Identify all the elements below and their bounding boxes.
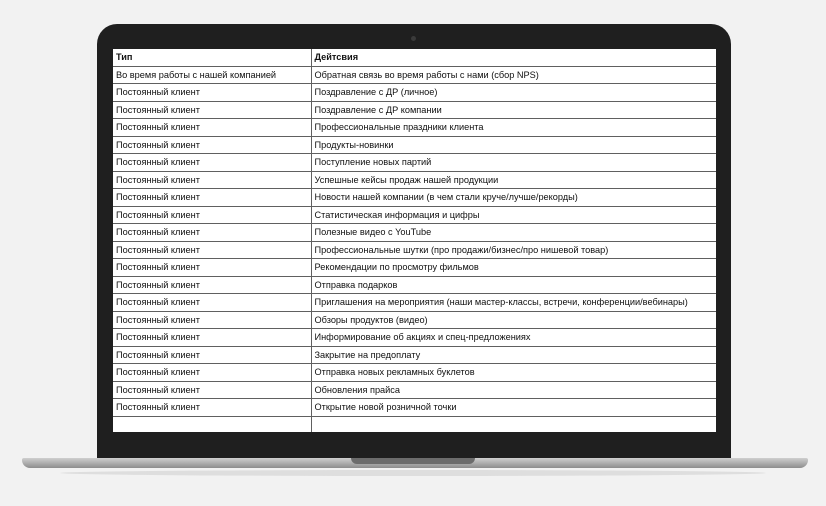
actions-table	[113, 49, 716, 432]
empty-cell[interactable]	[113, 416, 311, 432]
type-cell[interactable]: Постоянный клиент	[113, 84, 311, 102]
table-row	[113, 136, 716, 154]
type-cell[interactable]: Постоянный клиент	[113, 171, 311, 189]
type-cell[interactable]: Постоянный клиент	[113, 294, 311, 312]
action-cell[interactable]: Полезные видео с YouTube	[311, 224, 716, 242]
action-cell[interactable]: Статистическая информация и цифры	[311, 206, 716, 224]
header-type[interactable]: Тип	[113, 49, 311, 66]
type-cell[interactable]: Постоянный клиент	[113, 346, 311, 364]
type-cell[interactable]: Постоянный клиент	[113, 206, 311, 224]
type-cell[interactable]: Постоянный клиент	[113, 311, 311, 329]
table-row	[113, 241, 716, 259]
type-cell[interactable]: Постоянный клиент	[113, 381, 311, 399]
table-row	[113, 84, 716, 102]
table-row	[113, 206, 716, 224]
action-cell[interactable]: Профессиональные шутки (про продажи/бизнес/про нишевой товар)	[311, 241, 716, 259]
header-actions[interactable]: Дейтсвия	[311, 49, 716, 66]
empty-row	[113, 416, 716, 432]
table-row	[113, 189, 716, 207]
type-cell[interactable]: Постоянный клиент	[113, 119, 311, 137]
type-cell[interactable]: Постоянный клиент	[113, 329, 311, 347]
action-cell[interactable]: Обратная связь во время работы с нами (сбор NPS)	[311, 66, 716, 84]
action-cell[interactable]: Профессиональные праздники клиента	[311, 119, 716, 137]
table-row	[113, 294, 716, 312]
action-cell[interactable]: Успешные кейсы продаж нашей продукции	[311, 171, 716, 189]
action-cell[interactable]: Обзоры продуктов (видео)	[311, 311, 716, 329]
action-cell[interactable]: Обновления прайса	[311, 381, 716, 399]
table-row	[113, 101, 716, 119]
table-row	[113, 154, 716, 172]
type-cell[interactable]: Постоянный клиент	[113, 364, 311, 382]
action-cell[interactable]: Новости нашей компании (в чем стали круче/лучше/рекорды)	[311, 189, 716, 207]
table-row	[113, 276, 716, 294]
action-cell[interactable]: Поздравление с ДР (личное)	[311, 84, 716, 102]
table-row	[113, 224, 716, 242]
action-cell[interactable]: Информирование об акциях и спец-предложениях	[311, 329, 716, 347]
type-cell[interactable]: Постоянный клиент	[113, 259, 311, 277]
table-row	[113, 346, 716, 364]
type-cell[interactable]: Во время работы с нашей компанией	[113, 66, 311, 84]
header-row	[113, 49, 716, 66]
table-row	[113, 66, 716, 84]
table-row	[113, 381, 716, 399]
camera-icon	[411, 36, 416, 41]
action-cell[interactable]: Приглашения на мероприятия (наши мастер-классы, встречи, конференции/вебинары)	[311, 294, 716, 312]
action-cell[interactable]: Рекомендации по просмотру фильмов	[311, 259, 716, 277]
spreadsheet-screen	[113, 49, 716, 432]
type-cell[interactable]: Постоянный клиент	[113, 224, 311, 242]
type-cell[interactable]: Постоянный клиент	[113, 136, 311, 154]
table-row	[113, 399, 716, 417]
type-cell[interactable]: Постоянный клиент	[113, 399, 311, 417]
type-cell[interactable]: Постоянный клиент	[113, 276, 311, 294]
table-row	[113, 329, 716, 347]
action-cell[interactable]: Поступление новых партий	[311, 154, 716, 172]
table-row	[113, 171, 716, 189]
action-cell[interactable]: Поздравление с ДР компании	[311, 101, 716, 119]
action-cell[interactable]: Закрытие на предоплату	[311, 346, 716, 364]
table-row	[113, 259, 716, 277]
laptop-notch	[351, 458, 475, 464]
type-cell[interactable]: Постоянный клиент	[113, 241, 311, 259]
action-cell[interactable]: Открытие новой розничной точки	[311, 399, 716, 417]
table-row	[113, 364, 716, 382]
table-row	[113, 119, 716, 137]
type-cell[interactable]: Постоянный клиент	[113, 189, 311, 207]
laptop-shadow	[60, 470, 766, 476]
action-cell[interactable]: Отправка подарков	[311, 276, 716, 294]
action-cell[interactable]: Отправка новых рекламных буклетов	[311, 364, 716, 382]
table-row	[113, 311, 716, 329]
action-cell[interactable]: Продукты-новинки	[311, 136, 716, 154]
empty-cell[interactable]	[311, 416, 716, 432]
type-cell[interactable]: Постоянный клиент	[113, 101, 311, 119]
type-cell[interactable]: Постоянный клиент	[113, 154, 311, 172]
